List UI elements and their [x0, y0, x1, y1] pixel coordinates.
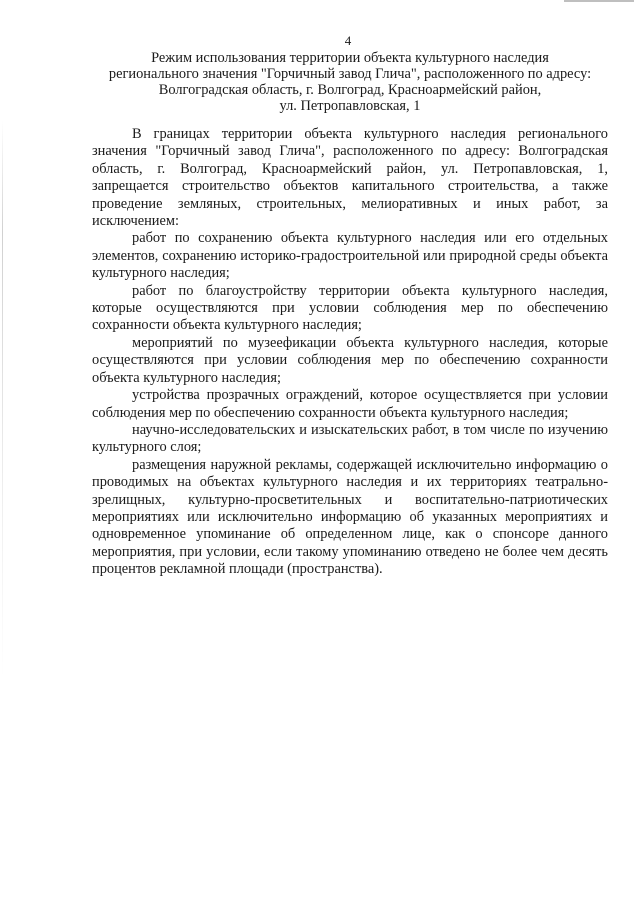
paragraph-transparent-fences: устройства прозрачных ограждений, которое осуществляется при условии соблюдения мер по обеспечению сохранности объекта культурного наследия; — [92, 387, 608, 421]
paragraph-intro: В границах территории объекта культурного наследия регионального значения "Горчичный завод Глича", расположенного по адресу: Волгоградская область, г. Волгоград, Красноармейский район, ул. Петропавловская, 1, запрещается строительство объектов капитального строительства, а также проведение земляных, строительных, мелиоративных и иных работ, за исключением: — [92, 126, 608, 230]
title-line-1: Режим использования территории объекта культурного наследия — [151, 50, 549, 66]
paragraph-outdoor-advertising: размещения наружной рекламы, содержащей исключительно информацию о проводимых на объектах культурного наследия и их территориях театрально-зрелищных, культурно-просветительных и воспитательно-патриотических мероприятиях или исключительно информацию об указанных мероприятиях и одновременное упоминание об определенном лице, как о спонсоре данного мероприятия, при условии, если такому упоминанию отведено не более чем десять процентов рекламной площади (пространства). — [92, 456, 608, 578]
title-line-3: Волгоградская область, г. Волгоград, Красноармейский район, — [158, 82, 542, 98]
scan-edge-shadow — [2, 120, 3, 680]
document-title — [80, 50, 620, 114]
paragraph-landscaping-works: работ по благоустройству территории объекта культурного наследия, которые осуществляются при условии соблюдения мер по обеспечению сохранности объекта культурного наследия; — [92, 282, 608, 334]
paragraph-research-works: научно-исследовательских и изыскательских работ, в том числе по изучению культурного слоя; — [92, 421, 608, 456]
document-body — [92, 126, 608, 579]
title-line-2: регионального значения "Горчичный завод Глича", расположенного по адресу: — [108, 66, 592, 82]
scan-corner-mark — [564, 0, 634, 2]
paragraph-museumification: мероприятий по музеефикации объекта культурного наследия, которые осуществляются при условии соблюдения мер по обеспечению сохранности объекта культурного наследия; — [92, 334, 608, 386]
title-line-4: ул. Петропавловская, 1 — [279, 98, 421, 114]
page-number: 4 — [344, 33, 352, 48]
paragraph-preservation-works: работ по сохранению объекта культурного наследия или его отдельных элементов, сохранению историко-градостроительной или природной среды объекта культурного наследия; — [92, 230, 608, 282]
